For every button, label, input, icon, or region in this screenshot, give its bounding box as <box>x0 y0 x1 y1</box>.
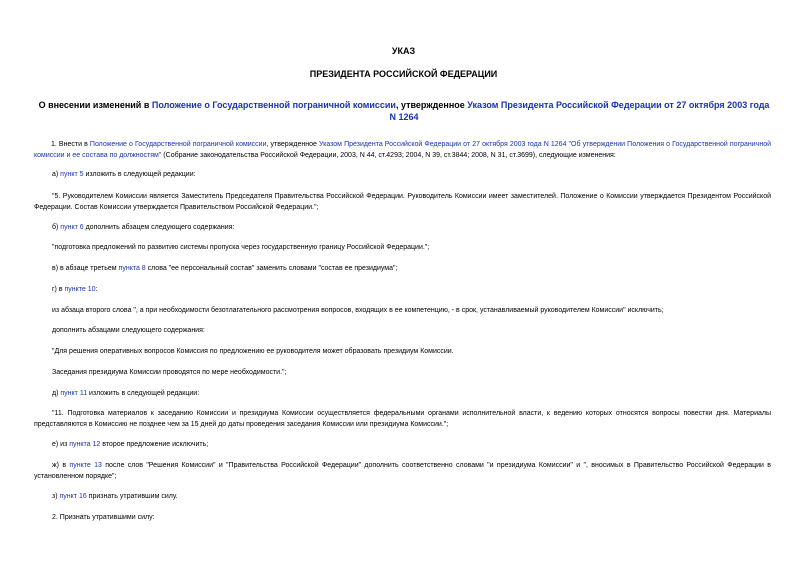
paragraph-g-1: из абзаца второго слова ", а при необходимости безотлагательного рассмотрения вопросов, входящих в ее компетенцию, - в срок, устанавливаемый руководителем Комиссии" исключить; <box>52 307 664 314</box>
link-point-6[interactable]: пункт 6 <box>60 224 84 231</box>
link-point-11[interactable]: пункт 11 <box>60 390 88 397</box>
paragraph-1: 1. Внести в Положение о Государственной пограничной комиссии, утвержденное Указом Президента Российской Федерации от 27 октября 2003 года N 1264 "Об утверждении Положения о Государственной пограничной комиссии и ее состава по должностям" (Собрание законодательства Российской Федерации, 2003, N 44, ст.4293; 2004, N 39, ст.3844; 2008, N 31, ст.3699), следующие изменения: <box>34 141 772 159</box>
link-point-13[interactable]: пункте 13 <box>69 462 102 469</box>
paragraph-z: з) пункт 16 признать утратившим силу. <box>52 493 178 500</box>
paragraph-zh: ж) в пункте 13 после слов "Решения Комиссии" и "Правительства Российской Федерации" дополнить соответственно словами "и президиума Комиссии" и ", вносимых в Правительство Российской Федерации в установленном порядке"; <box>34 462 772 480</box>
paragraph-point-5-text: "5. Руководителем Комиссии является Заместитель Председателя Правительства Российской Федерации. Руководитель Комиссии имеет заместителей. Положение о Комиссии утверждается Президентом Российской Федерации. Состав Комиссии утверждается Правительством Российской Федерации."; <box>34 193 771 211</box>
link-decree[interactable]: Указом Президента Российской Федерации от 27 октября 2003 года N 1264 "Об утверждении Положения о Государственной пограничной комиссии и ее состава по должностям" <box>34 141 772 159</box>
paragraph-g-2: дополнить абзацами следующего содержания: <box>52 327 205 334</box>
link-point-10[interactable]: пункте 10 <box>64 286 96 293</box>
link-regulation[interactable]: Положение о Государственной пограничной комиссии <box>89 141 267 148</box>
document-subtitle: ПРЕЗИДЕНТА РОССИЙСКОЙ ФЕДЕРАЦИИ <box>309 69 498 79</box>
subject-link-regulation[interactable]: Положение о Государственной пограничной комиссии <box>151 100 396 110</box>
paragraph-g-4: Заседания президиума Комиссии проводятся по мере необходимости."; <box>52 369 287 376</box>
paragraph-point-11-text: "11. Подготовка материалов к заседанию Комиссии и президиума Комиссии осуществляется федеральными органами исполнительной власти, к ведению которых относятся вопросы повестки дня. Материалы представляются в Комиссию не позднее чем за 15 дней до даты проведения заседания Комиссии или президиума Комиссии."; <box>34 410 771 428</box>
paragraph-b-text: "подготовка предложений по развитию системы пропуска через государственную границу Российской Федерации."; <box>52 244 430 251</box>
paragraph-v: в) в абзаце третьем пункта 8 слова "ее персональный состав" заменить словами "состав ее президиума"; <box>52 265 398 272</box>
link-point-12[interactable]: пункта 12 <box>69 441 101 448</box>
document-title: УКАЗ <box>391 46 416 56</box>
paragraph-a: а) пункт 5 изложить в следующей редакции: <box>52 171 196 178</box>
paragraph-d: д) пункт 11 изложить в следующей редакции: <box>52 390 200 397</box>
link-point-16[interactable]: пункт 16 <box>59 493 87 500</box>
document-subject: О внесении изменений в Положение о Государственной пограничной комиссии, утвержденное Указом Президента Российской Федерации от 27 октября 2003 года N 1264 <box>38 100 770 122</box>
link-point-8[interactable]: пункта 8 <box>118 265 146 272</box>
paragraph-e: е) из пункта 12 второе предложение исключить; <box>52 441 209 448</box>
link-point-5[interactable]: пункт 5 <box>60 171 84 178</box>
subject-link-decree[interactable]: Указом Президента Российской Федерации от 27 октября 2003 года N 1264 <box>389 100 770 122</box>
paragraph-b: б) пункт 6 дополнить абзацем следующего содержания: <box>52 224 235 231</box>
paragraph-g: г) в пункте 10: <box>52 286 98 293</box>
paragraph-g-3: "Для решения оперативных вопросов Комиссия по предложению ее руководителя может образовать президиум Комиссии. <box>52 348 454 355</box>
paragraph-2: 2. Признать утратившими силу: <box>52 514 155 521</box>
